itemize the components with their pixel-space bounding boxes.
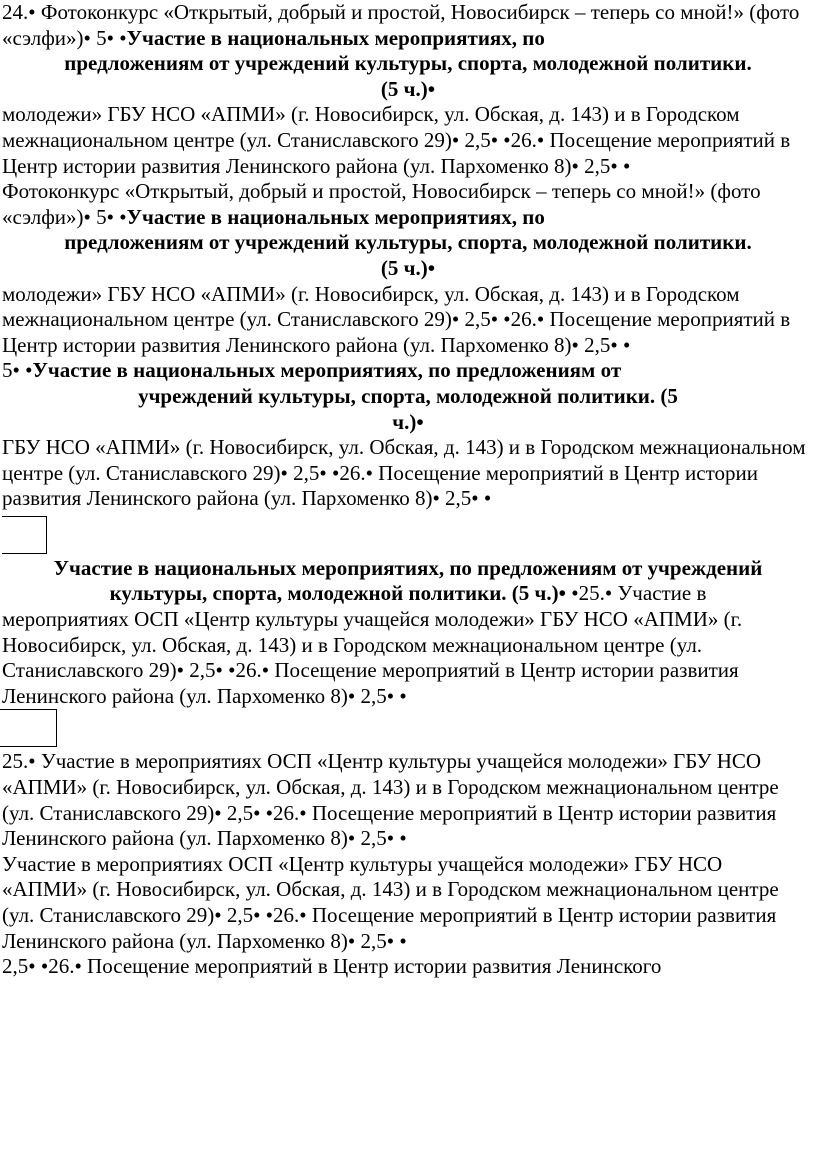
paragraph-2: молодежи» ГБУ НСО «АПМИ» (г. Новосибирск, ул. Обская, д. 143) и в Городском межнациональном центре (ул. Станиславского 29)• 2,5• •26.• Посещение мероприятий в Центр истории развития Ленинского района (ул. Пархоменко 8)• 2,5• • (2, 102, 791, 178)
paragraph-1-text: 24.• Фотоконкурс «Открытый, добрый и простой, Новосибирск – теперь со мной!» (фото «сэлфи»)• 5• • (2, 0, 800, 50)
paragraph-5-text: 5• • (2, 358, 33, 383)
paragraph-7: мероприятиях ОСП «Центр культуры учащейся молодежи» ГБУ НСО «АПМИ» (г. Новосибирск, ул. Обская, д. 143) и в Городском межнациональном центре (ул. Станиславского 29)• 2,5• •26.• Посещение мероприятий в Центр истории развития Ленинского района (ул. Пархоменко 8)• 2,5• • (2, 607, 743, 708)
heading-line-5-bold: культуры, спорта, молодежной политики. (5 ч.)• (109, 581, 566, 606)
paragraph-3-bold: Участие в национальных мероприятиях, по (126, 204, 545, 229)
heading-line-4: Участие в национальных мероприятиях, по предложениям от учреждений (53, 555, 763, 580)
table-cell-fragment-2 (0, 709, 57, 747)
paragraph-1 (0, 0, 816, 51)
heading-hours-1: (5 ч.)• (380, 76, 436, 101)
paragraph-8: 25.• Участие в мероприятиях ОСП «Центр культуры учащейся молодежи» ГБУ НСО «АПМИ» (г. Новосибирск, ул. Обская, д. 143) и в Городском межнациональном центре (ул. Станиславского 29)• 2,5• •26.• Посещение мероприятий в Центр истории развития Ленинского района (ул. Пархоменко 8)• 2,5• • (2, 749, 779, 851)
heading-hours-2: (5 ч.)• (380, 255, 436, 280)
paragraph-6: ГБУ НСО «АПМИ» (г. Новосибирск, ул. Обская, д. 143) и в Городском межнациональном центре (ул. Станиславского 29)• 2,5• •26.• Посещение мероприятий в Центр истории развития Ленинского района (ул. Пархоменко 8)• 2,5• • (2, 435, 806, 511)
heading-hours-3: ч.)• (392, 409, 424, 434)
paragraph-5 (0, 358, 816, 384)
heading-line-5-tail: •25.• Участие в (565, 581, 707, 606)
heading-line-1: предложениям от учреждений культуры, спорта, молодежной политики. (64, 51, 752, 76)
heading-line-5 (0, 581, 816, 607)
paragraph-3 (0, 179, 816, 230)
heading-line-2: предложениям от учреждений культуры, спорта, молодежной политики. (64, 230, 752, 255)
paragraph-9: Участие в мероприятиях ОСП «Центр культуры учащейся молодежи» ГБУ НСО «АПМИ» (г. Новосибирск, ул. Обская, д. 143) и в Городском межнациональном центре (ул. Станиславского 29)• 2,5• •26.• Посещение мероприятий в Центр истории развития Ленинского района (ул. Пархоменко 8)• 2,5• • (2, 851, 779, 953)
paragraph-3-text: Фотоконкурс «Открытый, добрый и простой, Новосибирск – теперь со мной!» (фото «сэлфи»)• 5• • (2, 179, 761, 229)
heading-line-3: учреждений культуры, спорта, молодежной политики. (5 (138, 383, 678, 408)
paragraph-4: молодежи» ГБУ НСО «АПМИ» (г. Новосибирск, ул. Обская, д. 143) и в Городском межнациональном центре (ул. Станиславского 29)• 2,5• •26.• Посещение мероприятий в Центр истории развития Ленинского района (ул. Пархоменко 8)• 2,5• • (2, 281, 791, 357)
table-cell-fragment-1 (2, 516, 47, 554)
paragraph-1-bold: Участие в национальных мероприятиях, по (126, 25, 545, 50)
paragraph-10: 2,5• •26.• Посещение мероприятий в Центр истории развития Ленинского (2, 954, 662, 979)
paragraph-5-bold: Участие в национальных мероприятиях, по предложениям от (32, 358, 622, 383)
